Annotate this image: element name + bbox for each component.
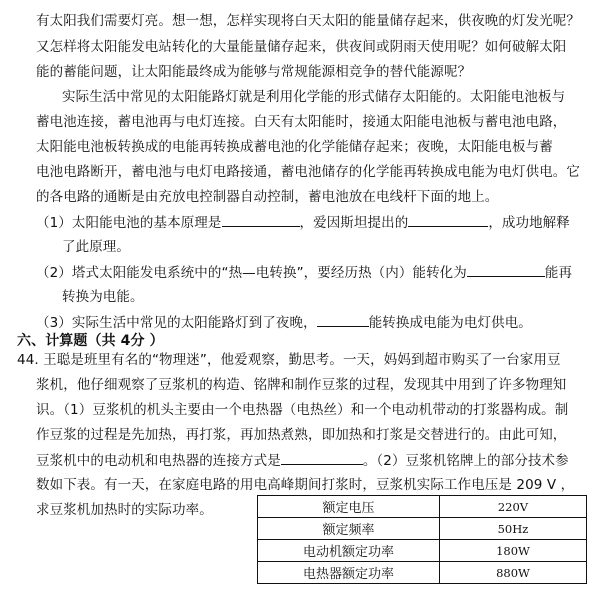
table-row [258,496,587,518]
answer-blank [281,450,363,465]
table-row [258,562,587,584]
answer-blank [467,262,545,277]
question-text: ，爱因斯坦提出的 [299,215,409,231]
problem-44-line [36,450,569,471]
table-row [258,540,587,562]
paragraph-line: 实际生活中常见的太阳能路灯就是利用化学能的形式储存太阳能的。太阳能电池板与 [62,89,566,105]
problem-44-line: 44. 王聪是班里有名的“物理迷”，他爱观察，勤思考。一天，妈妈到超市购买了一台家用豆 [17,352,561,368]
question-text: 豆浆机中的电动机和电热器的连接方式是 [36,453,281,469]
question-text: 能转换成电能为电灯供电。 [368,315,532,331]
problem-44-line: 浆机，他仔细观察了豆浆机的构造、铭牌和制作豆浆的过程，发现其中用到了许多物理知 [36,377,567,393]
paragraph-line: 有太阳我们需要灯亮。想一想，怎样实现将白天太阳的能量储存起来，供夜晚的灯发光呢？ [36,13,580,29]
question-text: （2）塔式太阳能发电系统中的“热—电转换”，要经历热（内）能转化为 [36,265,467,281]
spec-key-cell: 电热器额定功率 [258,562,440,584]
question-2-cont: 转换为电能。 [62,289,144,305]
problem-44-line: 数如下表。有一天，在家庭电路的用电高峰期间打浆时，豆浆机实际工作电压是 209 V ， [36,477,575,493]
spec-key-cell: 额定频率 [258,518,440,540]
spec-value-cell: 220V [439,496,586,518]
question-1 [36,212,570,233]
question-text: 能再 [544,265,573,281]
question-text: ，成功地解释 [488,215,570,231]
spec-table [257,495,587,584]
problem-44-line: 求豆浆机加热时的实际功率。 [36,502,213,518]
spec-value-cell: 880W [439,562,586,584]
question-text: （1）太阳能电池的基本原理是 [36,215,222,231]
section-title: 六、计算题（共 4分 ） [17,333,164,349]
question-2 [36,262,572,283]
question-text: 。（2）豆浆机铭牌上的部分技术参 [362,453,569,469]
paragraph-line: 电池电路断开，蓄电池与电灯电路接通，蓄电池储存的化学能再转换成电能为电灯供电。它 [36,164,580,180]
problem-44-line: 识。（1）豆浆机的机头主要由一个电热器（电热丝）和一个电动机带动的打浆器构成。制 [36,402,569,418]
paragraph-line: 能的蓄能问题，让太阳能最终成为能够与常规能源相竞争的替代能源呢？ [36,64,472,80]
answer-blank [222,212,300,227]
paragraph-line: 的各电路的通断是由充放电控制器自动控制，蓄电池放在电线杆下面的地上。 [36,189,499,205]
answer-blank [317,312,369,327]
question-3 [36,312,532,333]
answer-blank [408,212,488,227]
problem-44-line: 作豆浆的过程是先加热，再打浆，再加热煮熟，即加热和打浆是交替进行的。由此可知， [36,427,567,443]
paragraph-line: 太阳能电池板转换成的电能再转换成蓄电池的化学能储存起来；夜晚，太阳能电板与蓄 [36,139,553,155]
spec-key-cell: 额定电压 [258,496,440,518]
spec-value-cell: 50Hz [439,518,586,540]
question-text: （3）实际生活中常见的太阳能路灯到了夜晚， [36,315,317,331]
paragraph-line: 蓄电池连接，蓄电池再与电灯连接。白天有太阳能时，接通太阳能电池板与蓄电池电路， [36,114,567,130]
question-1-cont: 了此原理。 [62,239,130,255]
table-row [258,518,587,540]
spec-value-cell: 180W [439,540,586,562]
spec-key-cell: 电动机额定功率 [258,540,440,562]
paragraph-line: 又怎样将太阳能发电站转化的大量能量储存起来，供夜间或阴雨天使用呢？如何破解太阳 [36,39,567,55]
